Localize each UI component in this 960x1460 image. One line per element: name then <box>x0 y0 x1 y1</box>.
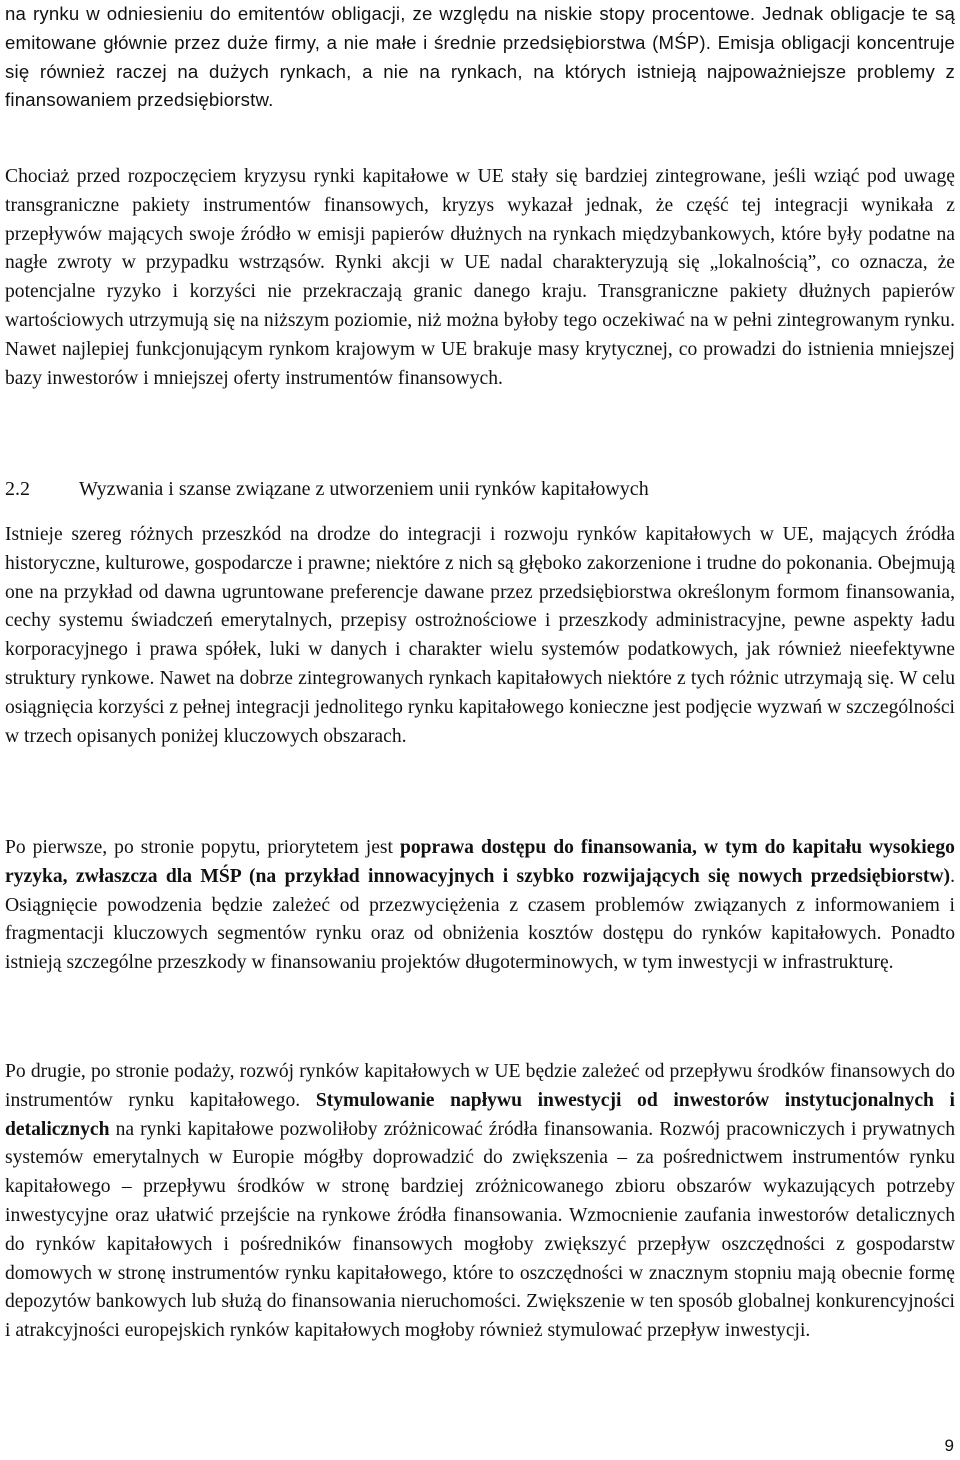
paragraph-obstacles: Istnieje szereg różnych przeszkód na drodze do integracji i rozwoju rynków kapitałowych w UE, mających źródła historyczne, kulturowe, gospodarcze i prawne; niektóre z nich są głęboko zakorzenione i trudne do pokonania. Obejmują one na przykład od dawna ugruntowane preferencje dawane przez przedsiębiorstwa określonym formom finansowania, cechy systemu świadczeń emerytalnych, przepisy ostrożnościowe i przeszkody administracyjne, pewne aspekty ładu korporacyjnego i prawa spółek, luki w danych i charakter wielu systemów podatkowych, jak również nieefektywne struktury rynkowe. Nawet na dobrze zintegrowanych rynkach kapitałowych niektóre z tych różnic utrzymają się. W celu osiągnięcia korzyści z pełnej integracji jednolitego rynku kapitałowego konieczne jest podjęcie wyzwań w szczególności w trzech opisanych poniżej kluczowych obszarach. <box>5 524 955 747</box>
section-heading <box>5 474 955 504</box>
section-number: 2.2 <box>5 478 30 500</box>
paragraph-demand-side <box>5 834 955 978</box>
supply-text-start: Po drugie, po stronie podaży, rozwój rynków kapitałowych w UE będzie zależeć od przepływu środków finansowych do instrumentów rynku kapitałowego. <box>5 1061 955 1111</box>
paragraph-intro: na rynku w odniesieniu do emitentów obligacji, ze względu na niskie stopy procentowe. Jednak obligacje te są emitowane głównie przez duże firmy, a nie małe i średnie przedsiębiorstwa (MŚP). Emisja obligacji koncentruje się również raczej na dużych rynkach, a nie na rynkach, na których istnieją najpoważniejsze problemy z finansowaniem przedsiębiorstw. <box>5 3 955 111</box>
demand-text-end: . Osiągnięcie powodzenia będzie zależeć od przezwyciężenia z czasem problemów związanych z informowaniem i fragmentacji kluczowych segmentów rynku oraz od obniżenia kosztów dostępu do rynków kapitałowych. Ponadto istnieją szczególne przeszkody w finansowaniu projektów długoterminowych, w tym inwestycji w infrastrukturę. <box>5 865 955 974</box>
page-number: 9 <box>944 1436 954 1455</box>
supply-priority-bold: Stymulowanie napływu inwestycji od inwestorów instytucjonalnych i detalicznych <box>5 1089 955 1140</box>
paragraph-crisis-integration: Chociaż przed rozpoczęciem kryzysu rynki kapitałowe w UE stały się bardziej zintegrowane, jeśli wziąć pod uwagę transgraniczne pakiety instrumentów finansowych, kryzys wykazał jednak, że część tej integracji wynikała z przepływów mających swoje źródło w emisji papierów dłużnych na rynkach międzybankowych, które były podatne na nagłe zwroty w przypadku wstrząsów. Rynki akcji w UE nadal charakteryzują się „lokalnością”, co oznacza, że potencjalne ryzyko i korzyści nie przekraczają granic danego kraju. Transgraniczne pakiety dłużnych papierów wartościowych utrzymują się na niższym poziomie, niż można byłoby tego oczekiwać na w pełni zintegrowanym rynku. Nawet najlepiej funkcjonującym rynkom krajowym w UE brakuje masy krytycznej, co prowadzi do istnienia mniejszej bazy inwestorów i mniejszej oferty instrumentów finansowych. <box>5 166 955 389</box>
paragraph-supply-side <box>5 1058 955 1346</box>
demand-priority-bold: poprawa dostępu do finansowania, w tym do kapitału wysokiego ryzyka, zwłaszcza dla MŚP (na przykład innowacyjnych i szybko rozwijających się nowych przedsiębiorstw) <box>5 837 955 887</box>
demand-text-start: Po pierwsze, po stronie popytu, priorytetem jest <box>5 837 400 858</box>
supply-text-end: na rynki kapitałowe pozwoliłoby zróżnicować źródła finansowania. Rozwój pracowniczych i prywatnych systemów emerytalnych w Europie mógłby doprowadzić do zwiększenia – za pośrednictwem instrumentów rynku kapitałowego – przepływu środków w stronę bardziej zróżnicowanego zbioru obszarów wykazujących potrzeby inwestycyjne oraz ułatwić przejście na rynkowe źródła finansowania. Wzmocnienie zaufania inwestorów detalicznych do rynków kapitałowych i pośredników finansowych mogłoby zwiększyć przepływ oszczędności z gospodarstw domowych w stronę instrumentów rynku kapitałowego, które to oszczędności w znacznym stopniu mają obecnie formę depozytów bankowych lub służą do finansowania nieruchomości. Zwiększenie w ten sposób globalnej konkurencyjności i atrakcyjności europejskich rynków kapitałowych mogłoby również stymulować przepływ inwestycji. <box>5 1118 955 1342</box>
section-title: Wyzwania i szanse związane z utworzeniem unii rynków kapitałowych <box>79 478 649 500</box>
